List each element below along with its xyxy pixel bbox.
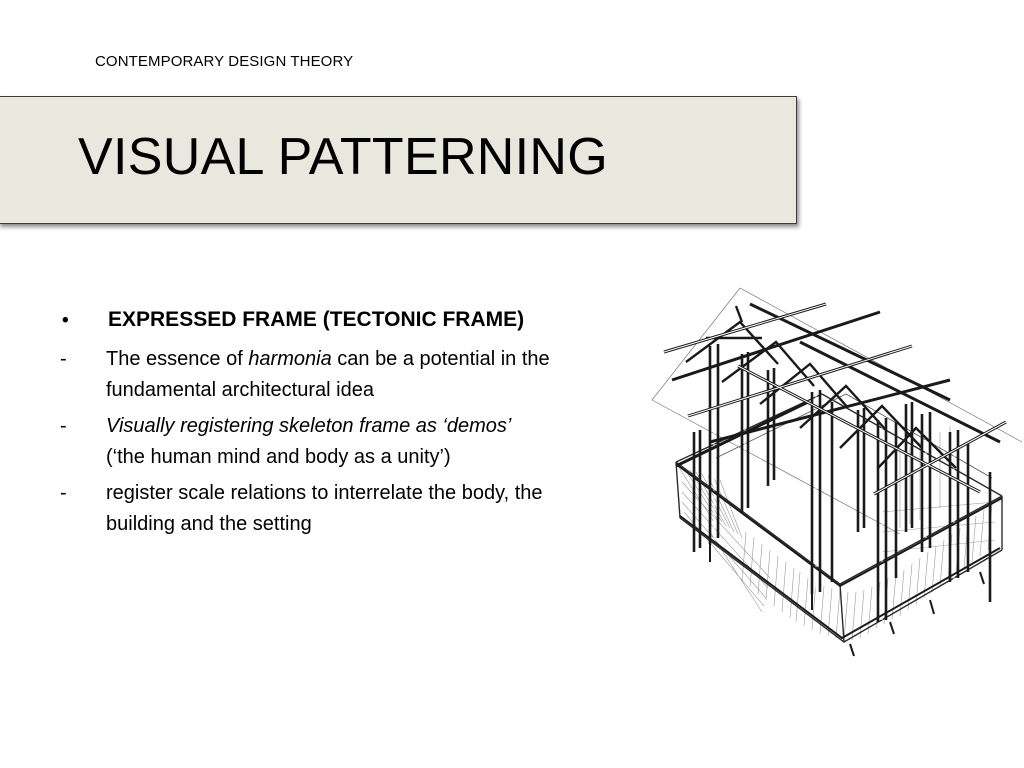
bullet-heading: EXPRESSED FRAME (TECTONIC FRAME) xyxy=(108,308,525,331)
text-run: can be a potential in the fundamental architectural idea xyxy=(106,348,550,401)
list-item-text xyxy=(106,344,596,406)
bullet-heading-row xyxy=(56,308,596,332)
text-run: The essence of xyxy=(106,348,249,370)
timber-frame-illustration xyxy=(650,282,1024,664)
emphasis-text: harmonia xyxy=(248,348,332,370)
list-item xyxy=(56,411,596,473)
list-item-text xyxy=(106,411,596,473)
list-item xyxy=(56,478,596,540)
title-banner xyxy=(0,96,797,224)
slide-content xyxy=(56,308,596,545)
slide-title: VISUAL PATTERNING xyxy=(78,128,609,186)
dash-marker: - xyxy=(60,415,67,437)
bullet-icon: • xyxy=(62,310,69,331)
list-item xyxy=(56,344,596,406)
dash-marker: - xyxy=(60,348,67,370)
emphasis-text: Visually registering skeleton frame as ‘demos’ xyxy=(106,415,512,437)
course-title: CONTEMPORARY DESIGN THEORY xyxy=(95,53,354,70)
list-item-text: register scale relations to interrelate the body, the building and the setting xyxy=(106,482,543,535)
dash-marker: - xyxy=(60,482,67,504)
text-run: (‘the human mind and body as a unity’) xyxy=(106,446,451,468)
